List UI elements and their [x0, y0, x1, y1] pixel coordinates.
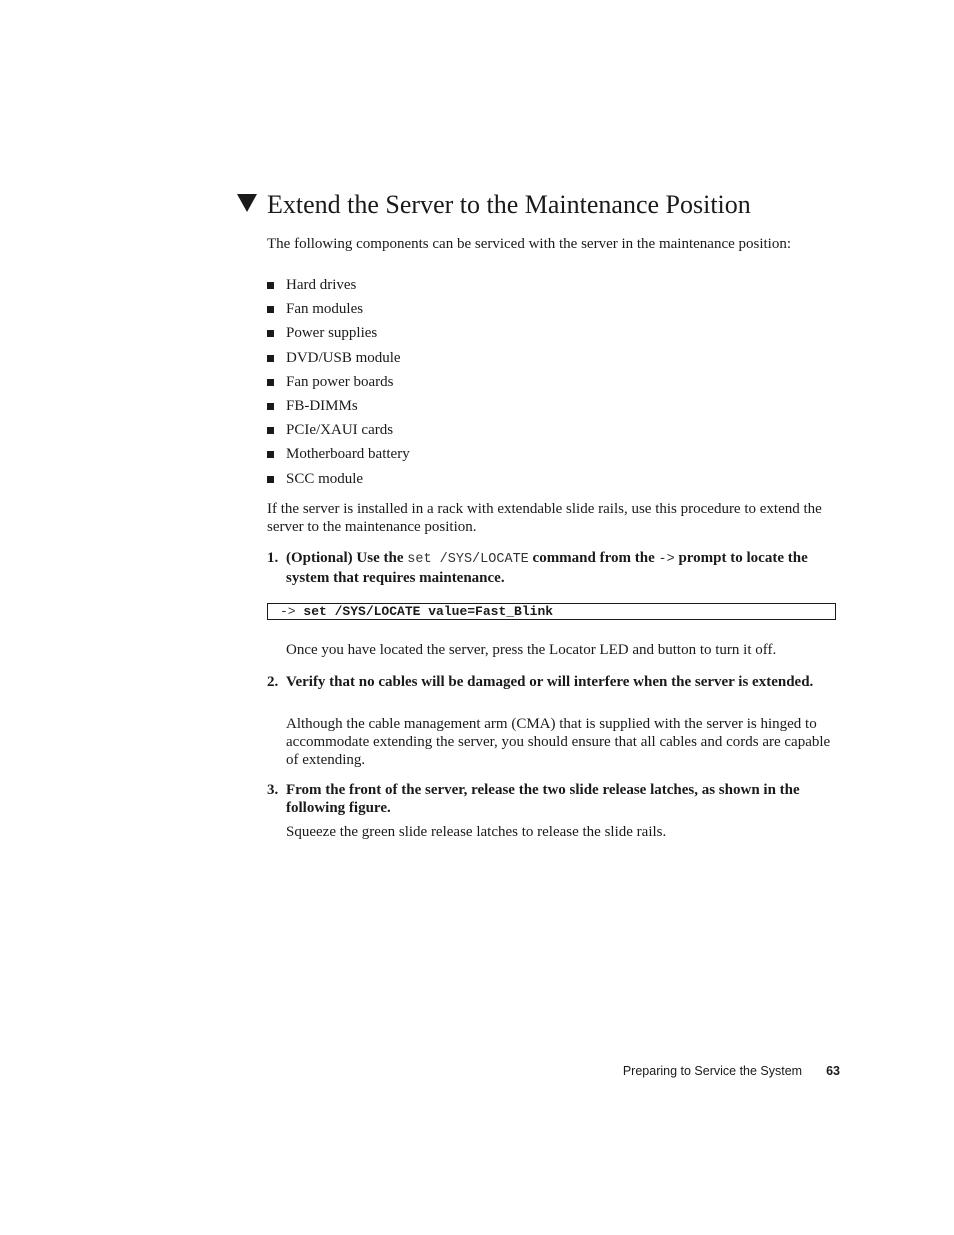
- inline-code-prompt: ->: [658, 552, 675, 567]
- list-item: Motherboard battery: [267, 445, 410, 469]
- step-2-note: Although the cable management arm (CMA) that is supplied with the server is hinged to accommodate extending the server, you should ensure that all cables and cords are capable of extending.: [286, 716, 831, 768]
- triangle-down-icon: [237, 194, 257, 212]
- square-bullet-icon: [267, 379, 274, 386]
- page-number: 63: [826, 1064, 840, 1078]
- list-item: Power supplies: [267, 324, 410, 348]
- rack-paragraph: If the server is installed in a rack with extendable slide rails, use this procedure to extend the server to the maintenance position.: [267, 501, 822, 535]
- list-item: Fan power boards: [267, 373, 410, 397]
- section-heading: [237, 187, 751, 223]
- square-bullet-icon: [267, 476, 274, 483]
- step-1-note: Once you have located the server, press the Locator LED and button to turn it off.: [286, 642, 777, 658]
- step-number: 1.: [267, 550, 279, 566]
- square-bullet-icon: [267, 306, 274, 313]
- component-list: [267, 276, 410, 494]
- square-bullet-icon: [267, 427, 274, 434]
- page-footer: [623, 1063, 840, 1079]
- list-item: Fan modules: [267, 300, 410, 324]
- step-number: 2.: [267, 674, 279, 690]
- list-item: PCIe/XAUI cards: [267, 421, 410, 445]
- intro-paragraph: The following components can be serviced with the server in the maintenance position:: [267, 236, 792, 252]
- list-item: Hard drives: [267, 276, 410, 300]
- step-number: 3.: [267, 782, 279, 798]
- step-3: 3. From the front of the server, release the two slide release latches, as shown in the following figure.: [267, 782, 800, 816]
- square-bullet-icon: [267, 403, 274, 410]
- step-3-note: Squeeze the green slide release latches to release the slide rails.: [286, 824, 667, 840]
- code-block: [267, 603, 836, 620]
- list-item: SCC module: [267, 470, 410, 494]
- step-1: 1. (Optional) Use the set /SYS/LOCATE command from the -> prompt to locate the system that requires maintenance.: [267, 550, 808, 586]
- inline-code: set /SYS/LOCATE: [407, 552, 529, 567]
- code-command: set /SYS/LOCATE value=Fast_Blink: [303, 604, 554, 619]
- square-bullet-icon: [267, 282, 274, 289]
- code-prompt: ->: [280, 604, 296, 619]
- square-bullet-icon: [267, 330, 274, 337]
- square-bullet-icon: [267, 355, 274, 362]
- list-item: DVD/USB module: [267, 349, 410, 373]
- footer-section-title: Preparing to Service the System: [622, 1064, 803, 1078]
- square-bullet-icon: [267, 451, 274, 458]
- step-2: 2. Verify that no cables will be damaged or will interfere when the server is extended.: [267, 674, 814, 690]
- heading-text: Extend the Server to the Maintenance Position: [267, 190, 751, 219]
- list-item: FB-DIMMs: [267, 397, 410, 421]
